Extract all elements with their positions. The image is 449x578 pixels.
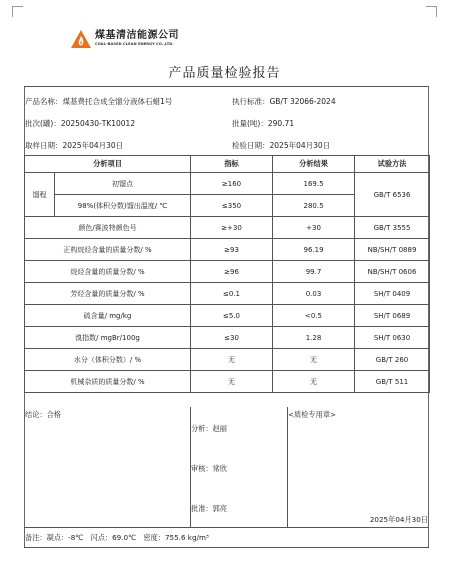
row-spec: ≤350 — [191, 195, 273, 217]
batch-label: 批次(罐)： — [25, 119, 61, 128]
row-spec: 无 — [191, 371, 273, 393]
row-spec: ≤5.0 — [191, 305, 273, 327]
row-item: 98%(体积分数)馏出温度/ ℃ — [55, 195, 191, 217]
row-method: GB/T 260 — [355, 349, 430, 371]
row-item: 芳烃含量的质量分数/ % — [25, 283, 191, 305]
batch-value: 20250430-TK10012 — [60, 119, 136, 128]
row-spec: ≥93 — [191, 239, 273, 261]
remark-text: 备注：凝点：-8℃ 闪点：69.0℃ 密度：755.6 kg/m³ — [25, 533, 209, 542]
row-result: 无 — [273, 371, 355, 393]
row-item: 颜色/赛波特颜色号 — [25, 217, 191, 239]
inspection-value: 2025年04月30日 — [269, 141, 331, 150]
product-value: 煤基费托合成全馏分液体石蜡1号 — [62, 97, 173, 106]
flame-logo-icon — [70, 29, 92, 49]
row-spec: ≥+30 — [191, 217, 273, 239]
standard-field — [232, 96, 336, 107]
table-row — [25, 217, 430, 239]
table-row — [25, 261, 430, 283]
standard-value: GB/T 32066-2024 — [269, 97, 336, 106]
info-top-rule — [24, 86, 429, 87]
row-spec: ≤0.1 — [191, 283, 273, 305]
quantity-label: 批量(吨)： — [232, 119, 268, 128]
row-result: 280.5 — [273, 195, 355, 217]
remark-top-rule — [24, 527, 429, 528]
product-label: 产品名称： — [25, 97, 63, 106]
row-item: 正构烷烃含量的质量分数/ % — [25, 239, 191, 261]
sampling-label: 取样日期： — [25, 141, 63, 150]
product-name-field — [25, 96, 172, 107]
row-result: 1.28 — [273, 327, 355, 349]
row-method: GB/T 3555 — [355, 217, 430, 239]
table-row — [25, 239, 430, 261]
row-spec: 无 — [191, 349, 273, 371]
row-result: 99.7 — [273, 261, 355, 283]
row-spec: ≥160 — [191, 173, 273, 195]
report-title: 产品质量检验报告 — [168, 66, 281, 81]
table-header-row — [25, 156, 430, 173]
row-item: 硫含量/ mg/kg — [25, 305, 191, 327]
header-result: 分析结果 — [273, 156, 355, 173]
row-spec: ≤30 — [191, 327, 273, 349]
sampling-date-field — [25, 140, 123, 151]
row-item: 水分（体积分数）/ % — [25, 349, 191, 371]
crop-mark-top-right — [426, 6, 437, 17]
footer-divider-right — [287, 407, 288, 527]
table-row — [25, 371, 430, 393]
row-result: 无 — [273, 349, 355, 371]
row-result: +30 — [273, 217, 355, 239]
header-method: 试验方法 — [355, 156, 430, 173]
row-item: 初馏点 — [55, 173, 191, 195]
table-row — [25, 327, 430, 349]
row-result: <0.5 — [273, 305, 355, 327]
quantity-field — [232, 118, 294, 129]
reviewer-text: 审核：常欣 — [191, 464, 227, 473]
quality-seal-label: <质检专用章> — [288, 410, 336, 419]
row-method: NB/SH/T 0889 — [355, 239, 430, 261]
company-name-cn: 煤基清洁能源公司 — [95, 30, 179, 42]
table-row — [25, 173, 430, 195]
row-item: 溴指数/ mgBr/100g — [25, 327, 191, 349]
row-method: GB/T 511 — [355, 371, 430, 393]
row-spec: ≥96 — [191, 261, 273, 283]
row-item: 机械杂质的质量分数/ % — [25, 371, 191, 393]
table-row — [25, 349, 430, 371]
distill-method: GB/T 6536 — [355, 173, 430, 217]
analysis-table — [24, 155, 430, 393]
row-method: NB/SH/T 0606 — [355, 261, 430, 283]
crop-mark-top-left — [12, 6, 23, 17]
row-item: 烷烃含量的质量分数/ % — [25, 261, 191, 283]
row-result: 169.5 — [273, 173, 355, 195]
table-row — [25, 305, 430, 327]
distill-group-label: 馏程 — [25, 173, 55, 217]
row-method: SH/T 0409 — [355, 283, 430, 305]
remark-bottom-rule — [24, 547, 429, 548]
row-method: SH/T 0630 — [355, 327, 430, 349]
analyst-text: 分析：赵丽 — [191, 424, 227, 433]
batch-field — [25, 118, 135, 129]
header-item: 分析项目 — [25, 156, 191, 173]
inspection-label: 检验日期： — [232, 141, 270, 150]
quantity-value: 290.71 — [267, 119, 295, 128]
company-logo — [70, 28, 179, 50]
signoff-date: 2025年04月30日 — [369, 515, 428, 524]
row-result: 96.19 — [273, 239, 355, 261]
row-result: 0.03 — [273, 283, 355, 305]
sampling-value: 2025年04月30日 — [62, 141, 124, 150]
header-spec: 指标 — [191, 156, 273, 173]
company-name-en: COAL-BASED CLEAN ENERGY CO.,LTD. — [95, 42, 174, 47]
conclusion-text: 结论：合格 — [25, 410, 61, 419]
inspection-date-field — [232, 140, 330, 151]
approver-text: 批准：郭亮 — [191, 504, 227, 513]
table-row — [25, 283, 430, 305]
standard-label: 执行标准： — [232, 97, 270, 106]
row-method: SH/T 0689 — [355, 305, 430, 327]
